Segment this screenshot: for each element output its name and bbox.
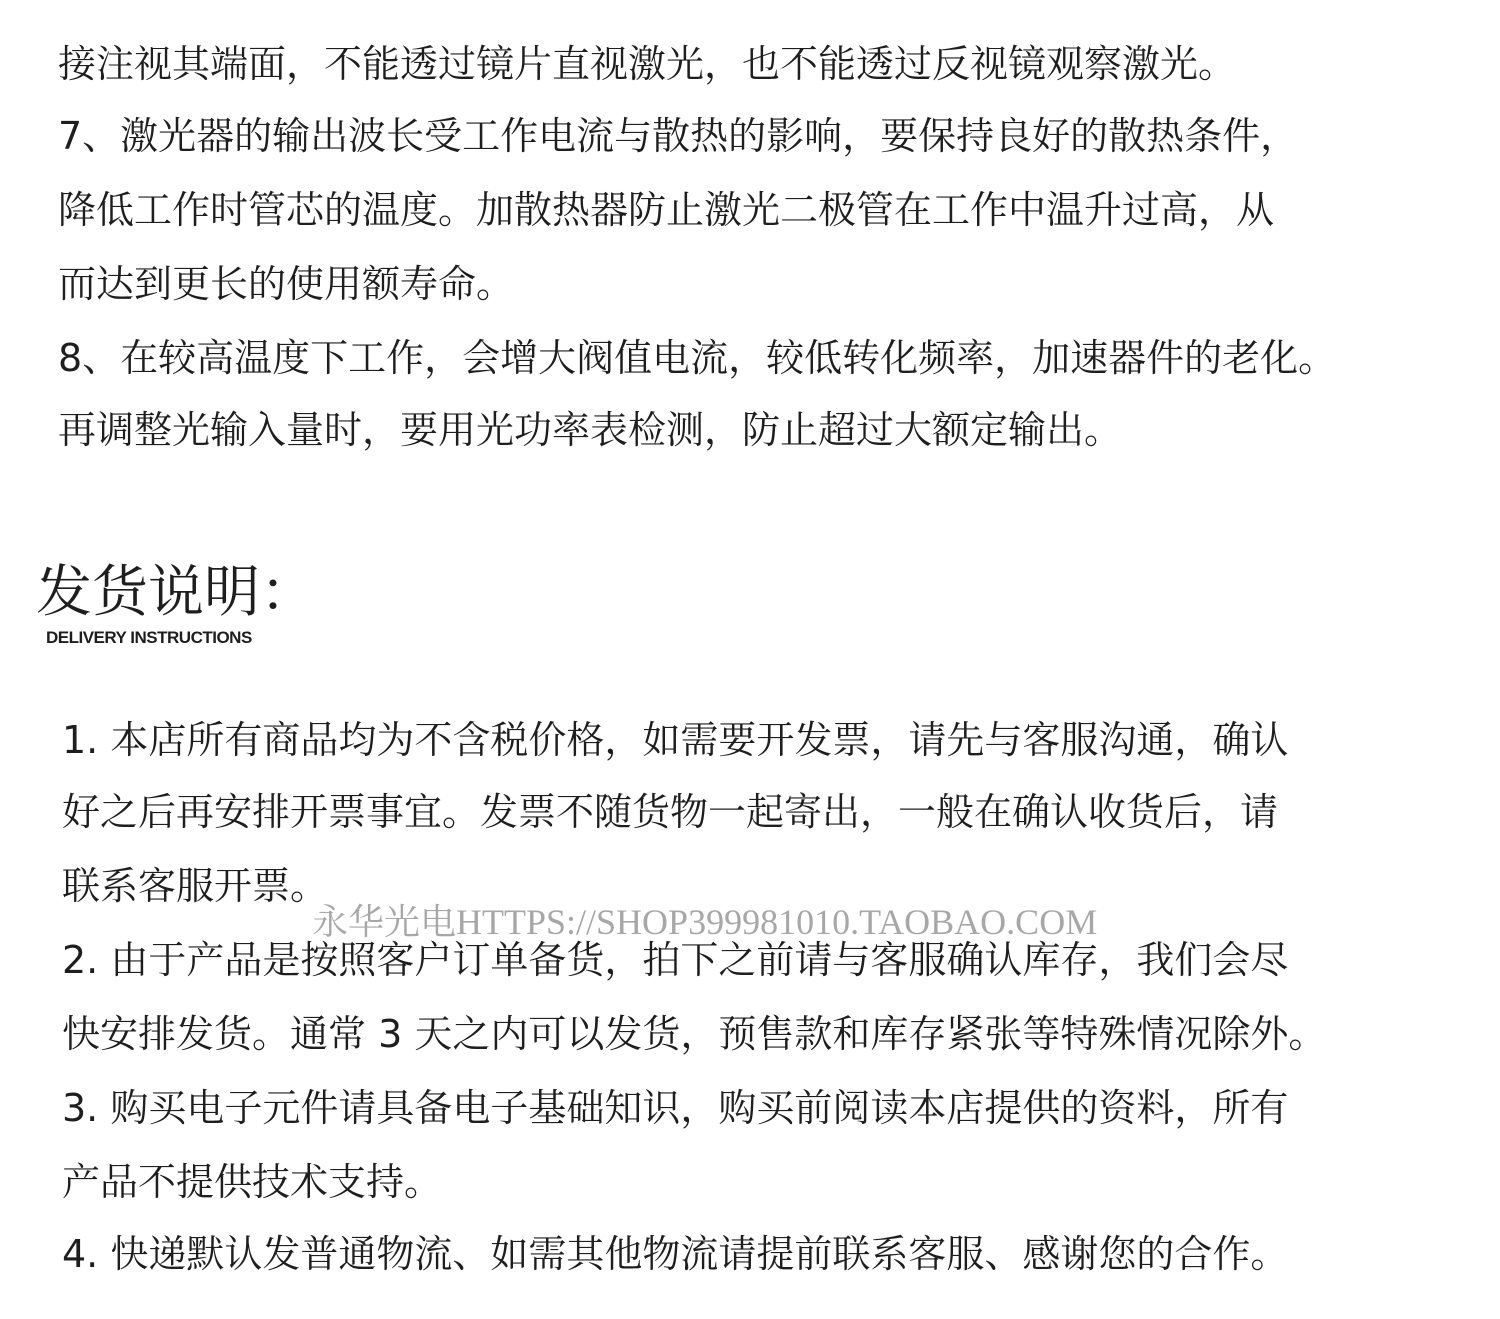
delivery-line: 4. 快递默认发普通物流、如需其他物流请提前联系客服、感谢您的合作。 [62,1232,1289,1276]
safety-line: 接注视其端面，不能透过镜片直视激光，也不能透过反视镜观察激光。 [58,42,1237,86]
safety-line: 降低工作时管芯的温度。加散热器防止激光二极管在工作中温升过高，从 [58,188,1275,232]
delivery-title: 发货说明： [36,560,316,625]
delivery-line: 联系客服开票。 [62,864,329,908]
safety-line: 8、在较高温度下工作，会增大阀值电流，较低转化频率，加速器件的老化。 [58,336,1337,380]
safety-line: 而达到更长的使用额寿命。 [58,262,515,306]
delivery-line: 快安排发货。通常 3 天之内可以发货，预售款和库存紧张等特殊情况除外。 [62,1012,1327,1056]
delivery-subtitle: DELIVERY INSTRUCTIONS [46,628,252,647]
delivery-line: 2. 由于产品是按照客户订单备货，拍下之前请与客服确认库存，我们会尽 [62,938,1289,982]
delivery-line: 好之后再安排开票事宜。发票不随货物一起寄出，一般在确认收货后，请 [62,790,1279,834]
delivery-line: 产品不提供技术支持。 [62,1160,443,1204]
delivery-line: 1. 本店所有商品均为不含税价格，如需要开发票，请先与客服沟通，确认 [62,718,1289,762]
shop-watermark: 永华光电HTTPS://SHOP399981010.TAOBAO.COM [312,902,1098,942]
safety-line: 再调整光输入量时，要用光功率表检测，防止超过大额定输出。 [58,408,1123,452]
delivery-line: 3. 购买电子元件请具备电子基础知识，购买前阅读本店提供的资料，所有 [62,1086,1289,1130]
safety-line: 7、激光器的输出波长受工作电流与散热的影响，要保持良好的散热条件， [58,114,1299,158]
